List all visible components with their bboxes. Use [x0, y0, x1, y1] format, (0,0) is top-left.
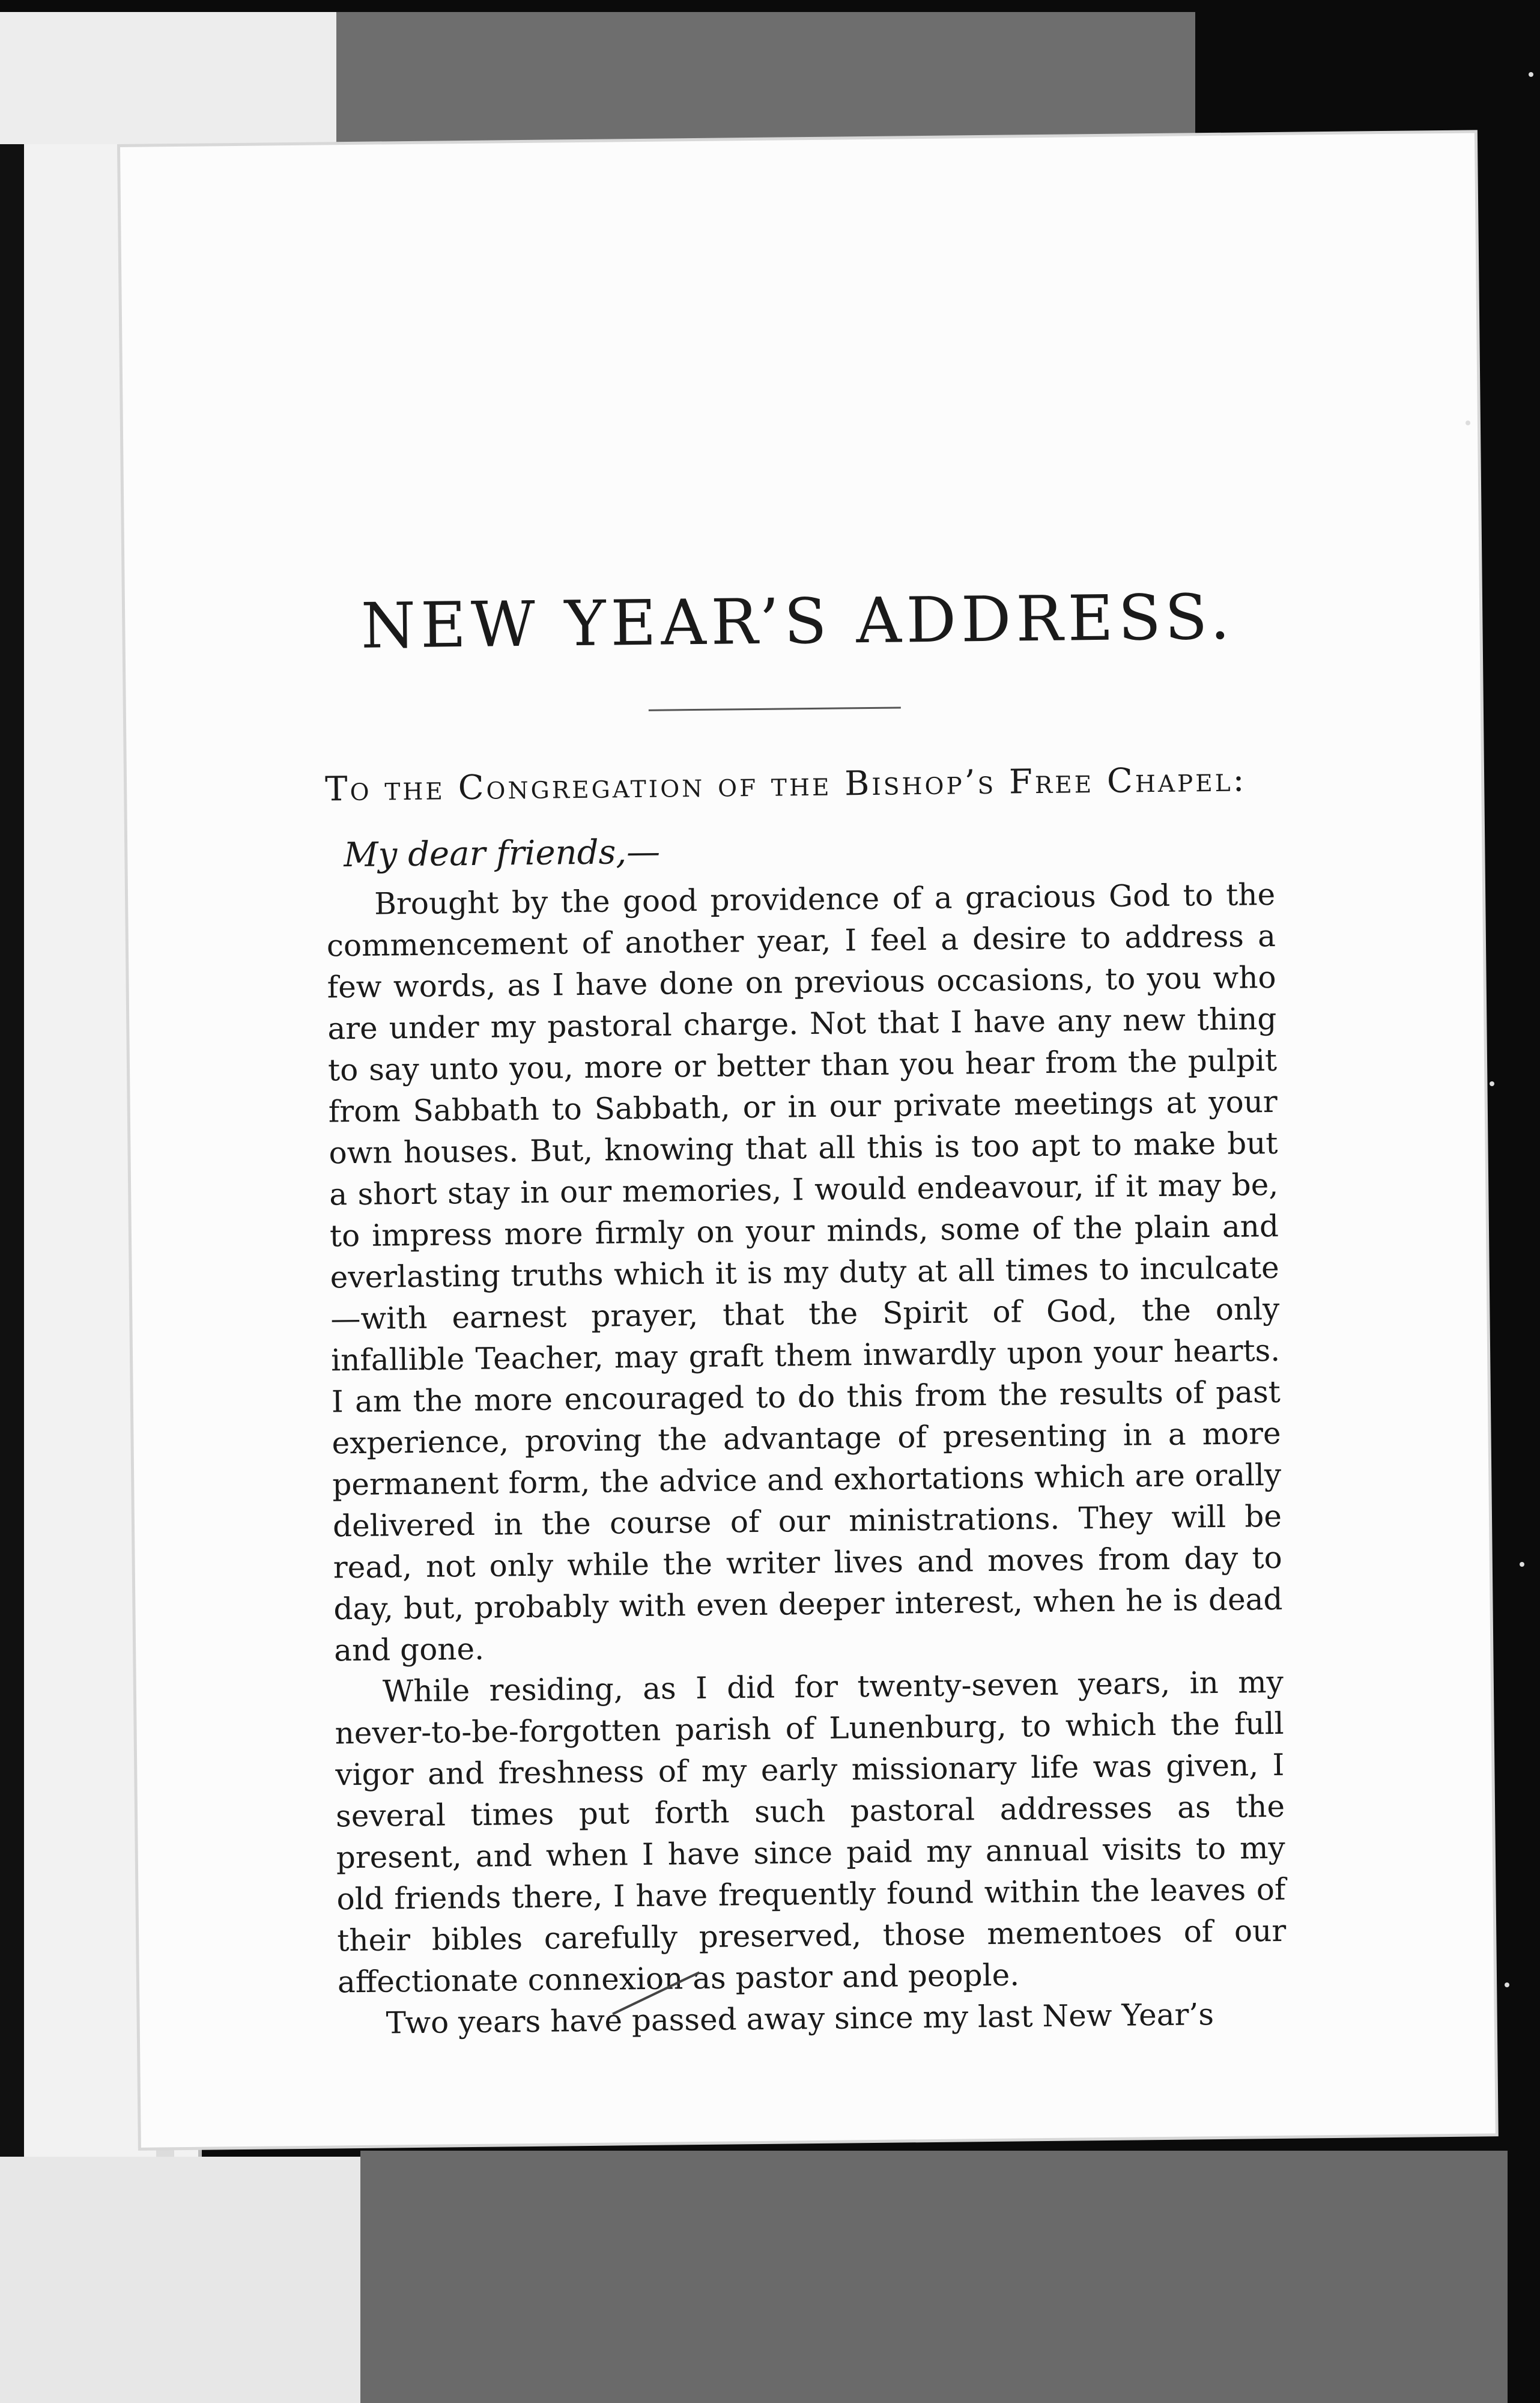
page-title: NEW YEAR’S ADDRESS. [360, 580, 1235, 663]
body-text [326, 874, 1287, 2044]
dust-speck [1505, 1982, 1509, 1987]
left-page-bottom-edge [0, 2157, 366, 2403]
scanner-edge-shadow [0, 144, 24, 2187]
salutation-address: To the Congregation of the Bishop’s Free Chapel: [324, 760, 1247, 809]
document-page [120, 133, 1496, 2147]
paragraph: While residing, as I did for twenty-seven years, in my never-to-be-forgotten parish of Lunenburg, to which the full vigor and freshness of my early missionary life was given, I several times put forth such pastoral addresses as the present, and when I have since paid my annual visits to my old friends there, I have frequently found within the leaves of their bibles carefully preserved, those mementoes of our affectionate connexion as pastor and people. [335, 1664, 1287, 2000]
left-page-top-edge [0, 12, 336, 156]
dust-speck [1466, 421, 1470, 425]
paragraph: Brought by the good providence of a gracious God to the commencement of another year, I feel a desire to address a few words, as I have done on previous occasions, to you who are under my pastoral charge. Not that I have any new thing to say unto you, more or better than you hear from the pulpit from Sabbath to Sabbath, or in our private meetings at your own houses. But, knowing that all this is too apt to make but a short stay in our memories, I would endeavour, if it may be, to impress more firmly on your minds, some of the plain and everlasting truths which it is my duty at all times to inculcate—with earnest prayer, that the Spirit of God, the only infallible Teacher, may graft them inwardly upon your hearts. I am the more encouraged to do this from the results of past experience, proving the advantage of presenting in a more permanent form, the advice and exhortations which are orally delivered in the course of our ministrations. They will be read, not only while the writer lives and moves from day to day, but, probably with even deeper interest, when he is dead and gone. [326, 876, 1283, 1668]
scanner-background-bottom [360, 2151, 1508, 2403]
dust-speck [1490, 1081, 1494, 1086]
salutation-greeting: My dear friends,— [344, 832, 661, 875]
paragraph: Two years have passed away since my last New Year’s [386, 1997, 1214, 2041]
title-rule [649, 706, 901, 711]
dust-speck [1520, 1562, 1524, 1567]
dust-speck [1529, 72, 1533, 77]
